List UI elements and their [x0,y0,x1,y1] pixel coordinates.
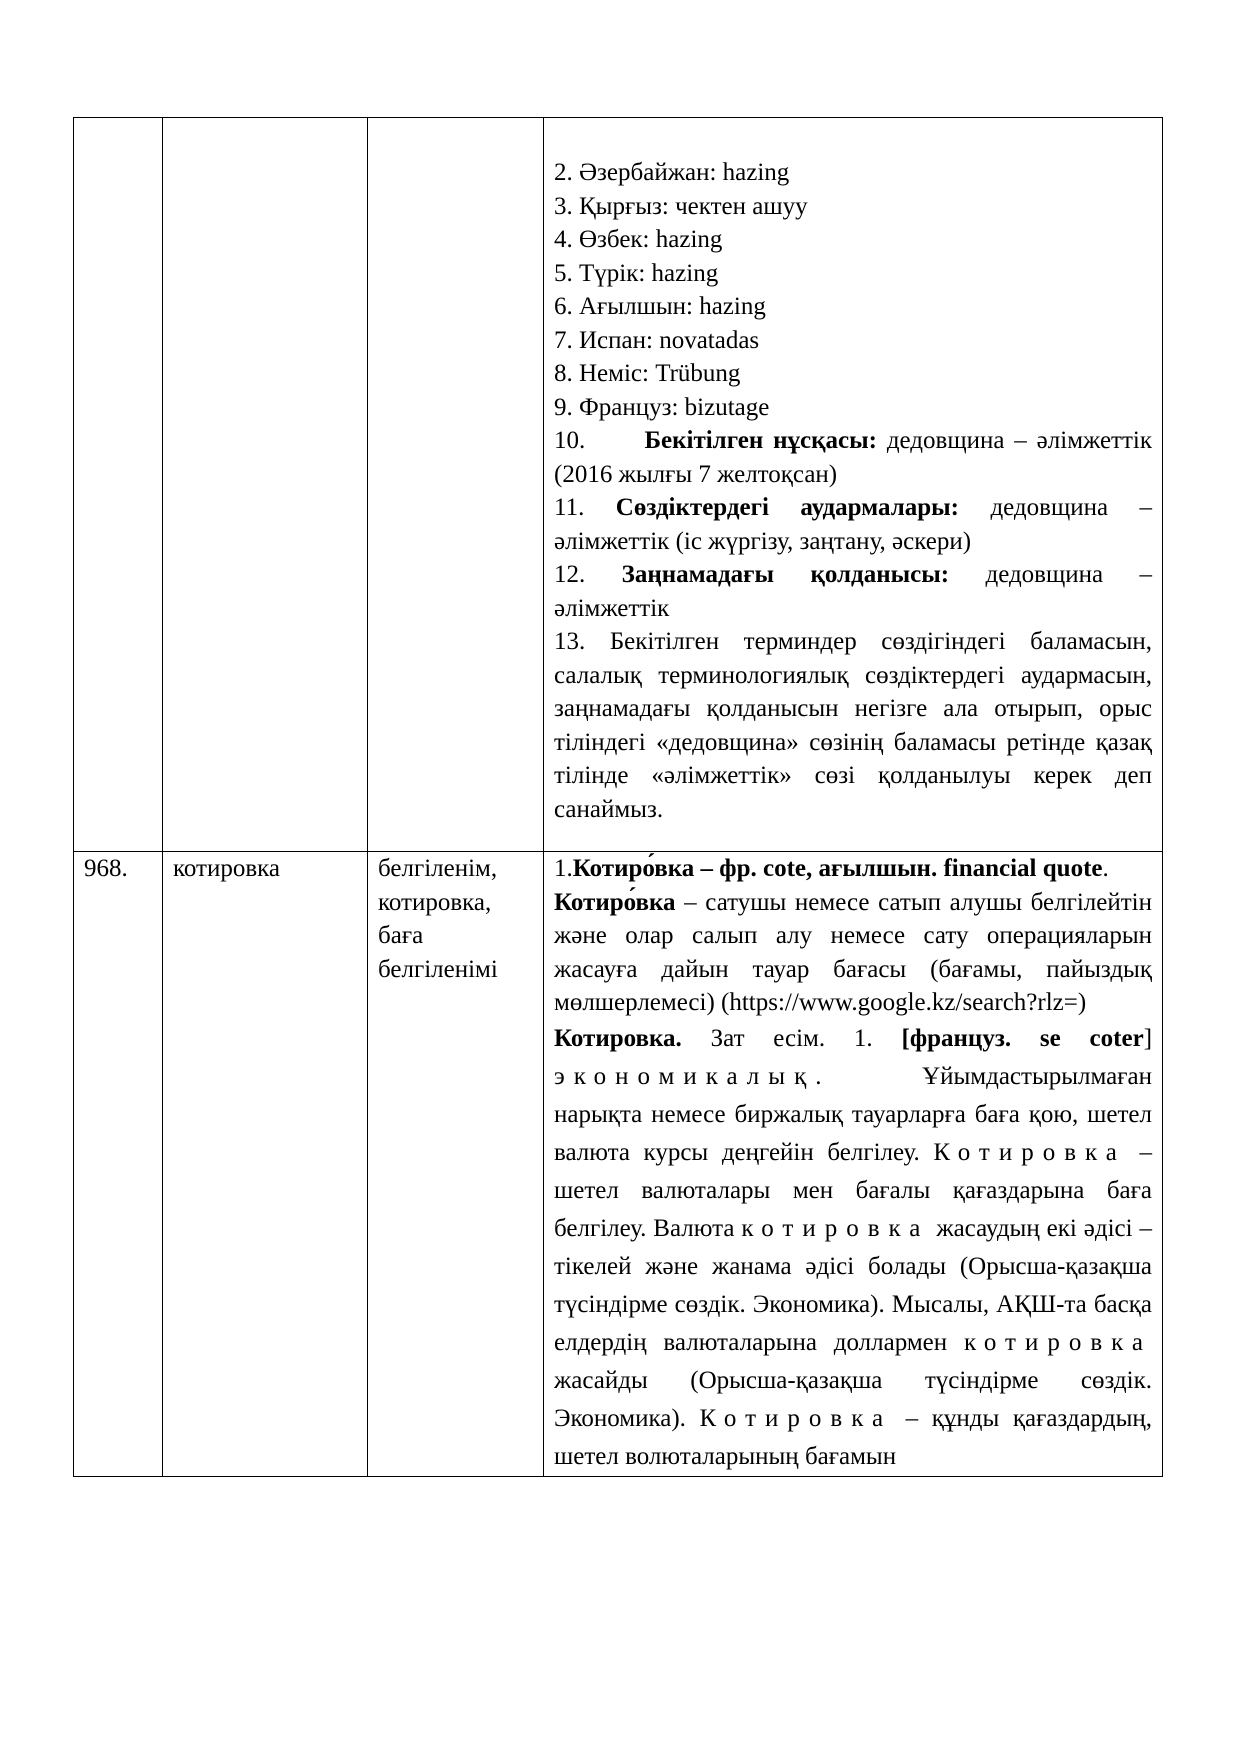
paragraph-text: дедовщина – әлімжеттік (2016 жылғы 7 желтоқсан) [554,427,1152,488]
paragraph-label: Котиро́вка [554,888,676,916]
notes-cell [544,852,1163,1477]
paragraph-label: Бекітілген нұсқасы: [644,427,877,454]
spaced-term: Котировка [933,1138,1126,1166]
translation-cell [368,118,544,852]
paragraph-label: Заңнамадағы қолданысы: [621,561,950,588]
paragraph-label: Котировка. [554,1024,682,1052]
paragraph-text: . Ұйымдастырылмаған нарықта немесе биржалық тауарларға баға қою, шетел валюта курсы деңгейін белгілеу. [554,1062,1152,1166]
list-item: 8. Неміс: Trübung [554,360,741,387]
row-number-cell [74,118,163,852]
terms-table [73,117,1163,1477]
paragraph-text: жасаудың екі әдісі – тікелей және жанама әдісі болады (Орысша-қазақша түсіндірме сөздік. Экономика). Мысалы, АҚШ-та басқа елдердің валюталарына доллармен [554,1214,1152,1356]
spaced-term: Котировка [699,1404,893,1432]
legislation-usage-paragraph [554,558,1152,625]
etymology-paragraph [554,852,1152,886]
paragraph-number: 1. [554,855,573,882]
paragraph-number: 10. [554,427,586,454]
row-number-cell: 968. [74,852,163,1477]
approved-version-paragraph [554,424,1152,491]
paragraph-text: жасайды (Орысша-қазақша түсіндірме сөздік. Экономика). [554,1366,1152,1432]
paragraph-text: ] [1143,1024,1153,1052]
list-item: 7. Испан: novatadas [554,326,760,354]
table-row [74,118,1163,852]
list-item: 4. Өзбек: hazing [554,226,723,253]
spaced-term: котировка [741,1214,930,1242]
paragraph-text: дедовщина – әлімжеттік [554,561,1152,622]
definition-paragraph [554,886,1152,1020]
term-cell [163,118,368,852]
paragraph-number: 11. [554,494,585,521]
paragraph-text: дедовщина – әлімжеттік (іс жүргізу, заңтану, әскери) [554,494,1152,555]
paragraph-text: – шетел валюталары мен бағалы қағаздарына баға белгілеу. Валюта [554,1138,1153,1242]
paragraph-text: Зат есім. 1. [681,1024,902,1052]
translation-cell: белгіленім, котировка, баға белгіленімі [368,852,544,1477]
paragraph-text: – сатушы немесе сатып алушы белгілейтін және олар салып алу немесе сату операцияларын жасауға дайын тауар бағасы (бағамы, пайыздық мөлшерлемесі) (https://www.google.kz/search?rlz=) [554,888,1152,1016]
spaced-term: экономикалық [554,1062,816,1090]
etymology-label: [француз. se coter [901,1024,1144,1052]
paragraph-label: Котиро́вка – фр. cote, ағылшын. financial quote [572,855,1103,882]
list-item: 6. Ағылшын: hazing [554,293,766,320]
notes-cell [544,118,1163,852]
table-row [74,852,1163,1477]
paragraph-text: – құнды қағаздардың, шетел волюталарының бағамын [554,1404,1152,1470]
paragraph-label: Сөздіктердегі аудармалары: [615,494,960,521]
paragraph-text: . [1102,855,1109,882]
list-item: 9. Француз: bizutage [554,393,770,421]
list-item: 3. Қырғыз: чектен ашуу [554,192,808,220]
term-cell: котировка [163,852,368,1477]
list-item: 2. Әзербайжан: hazing [554,159,790,186]
paragraph-number: 12. [554,561,586,588]
spaced-term: котировка [963,1328,1152,1356]
conclusion-paragraph: 13. Бекітілген терминдер сөздігіндегі баламасын, салалық терминологиялық сөздіктердегі аудармасын, заңнамадағы қолданысын негізге ала отырып, орыс тіліндегі «дедовщина» сөзінің баламасы ретінде қазақ тілінде «әлімжеттік» сөзі қолданылуы керек деп санаймыз. [554,628,1152,823]
dictionary-entry-paragraph [554,1020,1152,1476]
dictionary-translations-paragraph [554,491,1152,558]
list-item: 5. Түрік: hazing [554,259,719,287]
